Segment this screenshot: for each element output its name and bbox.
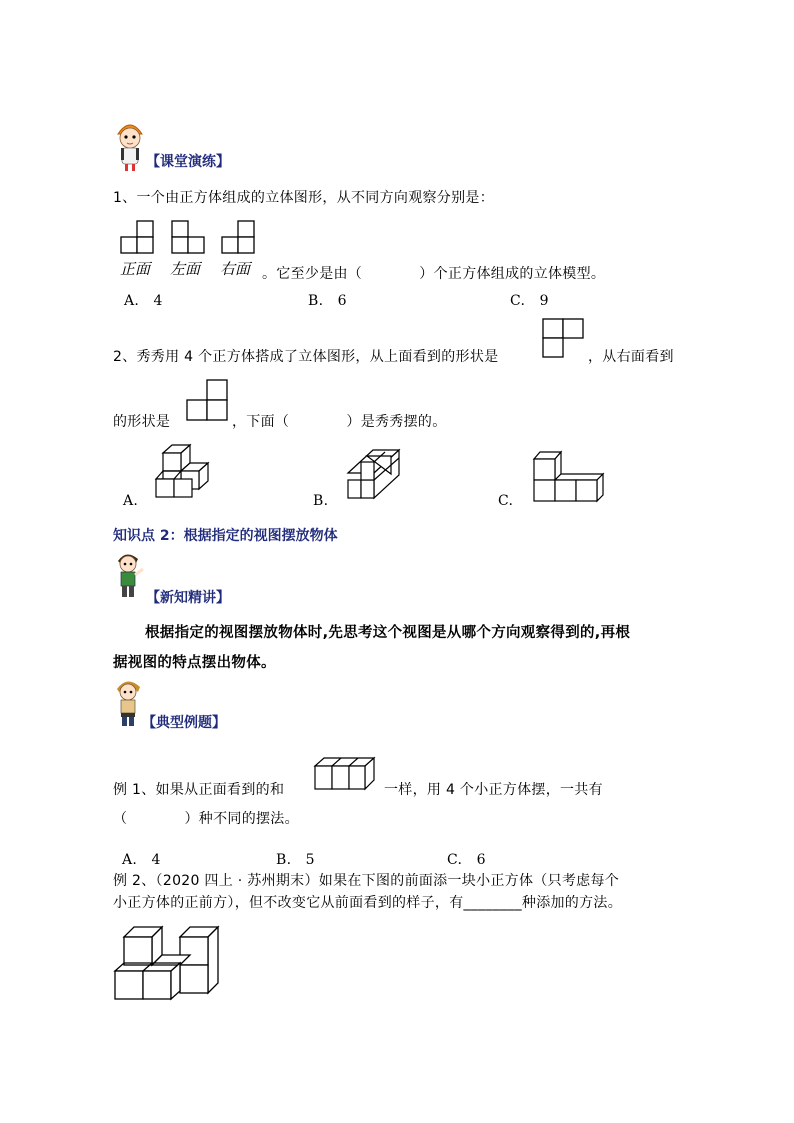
ex1-text-a: 例 1、如果从正面看到的和 (113, 782, 285, 798)
q2-option-b: B. (313, 493, 329, 509)
q1-tail-text: 。它至少是由（ ）个正方体组成的立体模型。 (262, 266, 606, 282)
ex2-line1: 例 2、（2020 四上 · 苏州期末）如果在下图的前面添一块小正方体（只考虑每个 (113, 873, 620, 889)
ex1-option-a: A. 4 (122, 852, 161, 868)
new-knowledge-heading: 【新知精讲】 (146, 590, 230, 606)
q2-option-c: C. (498, 493, 514, 509)
q1-option-b: B. 6 (308, 293, 347, 309)
q1-option-a: A. 4 (124, 293, 163, 309)
q1-left-view-figure (171, 220, 211, 254)
q2-option-a-figure (155, 444, 215, 502)
examples-heading: 【典型例题】 (142, 715, 226, 731)
ex1-front-view-figure (314, 756, 384, 792)
q1-text: 1、一个由正方体组成的立体图形，从不同方向观察分别是： (113, 190, 495, 206)
view-label-right: 右面 (220, 260, 251, 278)
q1-front-view-figure (120, 220, 160, 254)
practice-heading: 【课堂演练】 (146, 154, 230, 170)
q2-option-a: A. (123, 493, 139, 509)
view-label-front: 正面 (120, 260, 151, 278)
q2-option-b-figure (347, 448, 403, 500)
ex1-option-c: C. 6 (447, 852, 486, 868)
q2-text-b: ，从右面看到 (588, 349, 674, 365)
q1-option-c: C. 9 (510, 293, 549, 309)
boy-mascot-icon (112, 549, 146, 599)
q1-right-view-figure (221, 220, 261, 254)
new-knowledge-line2: 据视图的特点摆出物体。 (113, 655, 276, 671)
girl-mascot-icon (112, 118, 148, 172)
q2-text-c: 的形状是 (113, 414, 171, 430)
q2-option-c-figure (531, 451, 607, 503)
q2-right-view-figure (186, 378, 232, 424)
ex1-text-c: （ ）种不同的摆法。 (113, 811, 299, 827)
knowledge-point-title: 知识点 2：根据指定的视图摆放物体 (113, 528, 338, 544)
q2-text-d: ，下面（ ）是秀秀摆的。 (232, 414, 447, 430)
ex1-text-b: 一样，用 4 个小正方体摆，一共有 (384, 782, 603, 798)
new-knowledge-line1: 根据指定的视图摆放物体时,先思考这个视图是从哪个方向观察得到的,再根 (145, 625, 631, 641)
view-label-left: 左面 (170, 260, 201, 278)
ex2-cube-figure (114, 925, 224, 1001)
kid-mascot-icon (112, 677, 146, 727)
ex1-option-b: B. 5 (276, 852, 315, 868)
q2-top-view-figure (540, 318, 586, 358)
ex2-line2: 小正方体的正前方），但不改变它从前面看到的样子，有________种添加的方法。 (113, 895, 622, 911)
q2-text-a: 2、秀秀用 4 个正方体搭成了立体图形，从上面看到的形状是 (113, 349, 499, 365)
